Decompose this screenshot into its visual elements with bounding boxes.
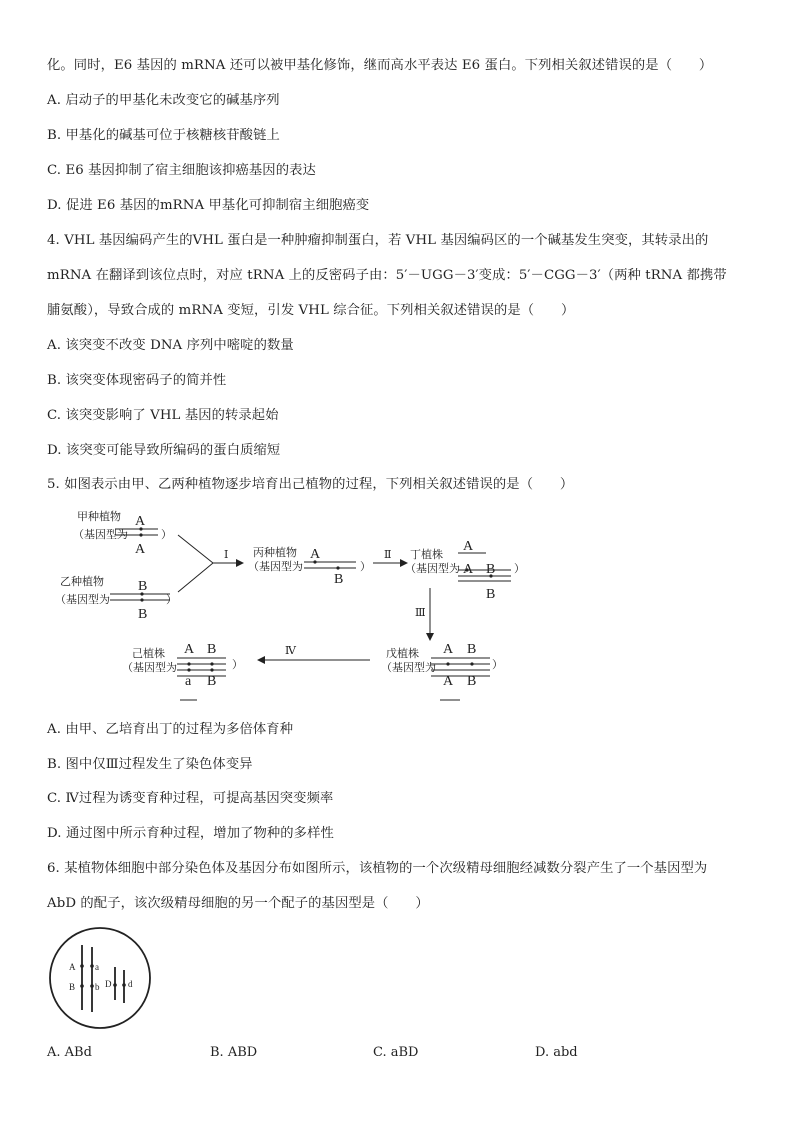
allele-ding-b2: B — [486, 587, 496, 602]
allele-ji-a1: A — [184, 642, 195, 657]
q4-option-d: D. 该突变可能导致所编码的蛋白质缩短 — [47, 443, 281, 458]
q4-option-c: C. 该突变影响了 VHL 基因的转录起始 — [47, 408, 279, 423]
label-yi: 乙种植物 — [60, 576, 104, 588]
q6-option-c: C. aBD — [373, 1045, 419, 1060]
allele-yi-top: B — [138, 579, 148, 594]
q6-option-d: D. abd — [535, 1045, 578, 1060]
gene-b-lower: b — [95, 982, 100, 992]
step-i-label: Ⅰ — [224, 549, 229, 561]
label-yi-genotype: （基因型为 — [55, 594, 110, 606]
gene-a-lower: a — [95, 962, 99, 972]
label-ding-genotype: （基因型为 — [405, 563, 460, 575]
allele-bing-b: B — [334, 572, 344, 587]
label-ji: 己植株 — [132, 648, 165, 660]
q5-option-c: C. Ⅳ过程为诱变育种过程，可提高基因突变频率 — [47, 791, 334, 806]
text-line-1: 化。同时，E6 基因的 mRNA 还可以被甲基化修饰，继而高水平表达 E6 蛋白。下列相关叙述错误的是（ ） — [47, 58, 713, 73]
step-iv-label: Ⅳ — [285, 645, 296, 657]
q5-stem: 5. 如图表示由甲、乙两种植物逐步培育出己植物的过程，下列相关叙述错误的是（ ） — [47, 477, 574, 492]
allele-ding-b1: B — [486, 562, 496, 577]
allele-jia-top: A — [135, 514, 146, 529]
gene-d-upper: D — [105, 979, 112, 989]
allele-ji-a2: a — [185, 674, 192, 689]
q5-option-d: D. 通过图中所示育种过程，增加了物种的多样性 — [47, 826, 334, 841]
q4-stem-line-1: 4. VHL 基因编码产生的VHL 蛋白是一种肿瘤抑制蛋白，若 VHL 基因编码区的一个碱基发生突变，其转录出的 — [47, 233, 709, 248]
q3-option-b: B. 甲基化的碱基可位于核糖核苷酸链上 — [47, 128, 280, 143]
q6-stem-line-1: 6. 某植物体细胞中部分染色体及基因分布如图所示，该植物的一个次级精母细胞经减数分裂产生了一个基因型为 — [47, 861, 708, 876]
q4-stem-line-2: mRNA 在翻译到该位点时，对应 tRNA 上的反密码子由：5′－UGG－3′变成：5′－CGG－3′（两种 tRNA 都携带 — [47, 268, 727, 283]
allele-yi-bottom: B — [138, 607, 148, 622]
allele-ding-a1: A — [463, 539, 474, 554]
allele-wu-b1: B — [467, 642, 477, 657]
allele-wu-b2: B — [467, 674, 477, 689]
paren-ji: ） — [232, 659, 243, 671]
step-ii-label: Ⅱ — [384, 549, 392, 561]
q3-option-c: C. E6 基因抑制了宿主细胞该抑癌基因的表达 — [47, 163, 316, 178]
allele-bing-a: A — [310, 547, 321, 562]
label-ji-genotype: （基因型为 — [122, 662, 177, 674]
step-iii-label: Ⅲ — [415, 607, 426, 619]
q4-stem-line-3: 脯氨酸），导致合成的 mRNA 变短，引发 VHL 综合征。下列相关叙述错误的是（ ） — [47, 303, 575, 318]
paren-yi: ） — [166, 594, 177, 606]
label-wu: 戊植株 — [386, 648, 419, 660]
label-wu-genotype: （基因型为 — [381, 662, 436, 674]
gene-b-upper: B — [69, 982, 76, 992]
paren-ding: ） — [514, 563, 525, 575]
label-jia-genotype: （基因型为 — [73, 529, 128, 541]
allele-wu-a2: A — [443, 674, 454, 689]
paren-jia: ） — [161, 529, 172, 541]
gene-d-lower: d — [128, 979, 133, 989]
q6-option-a: A. ABd — [47, 1045, 92, 1060]
q5-option-a: A. 由甲、乙培育出丁的过程为多倍体育种 — [47, 722, 294, 737]
q6-option-b: B. ABD — [210, 1045, 258, 1060]
label-bing: 丙种植物 — [253, 547, 297, 559]
allele-jia-bottom: A — [135, 542, 146, 557]
gene-a-upper: A — [69, 962, 76, 972]
paren-bing: ） — [360, 561, 371, 573]
paren-wu: ） — [492, 659, 503, 671]
label-jia: 甲种植物 — [77, 511, 121, 523]
allele-ji-b2: B — [207, 674, 217, 689]
q4-option-b: B. 该突变体现密码子的简并性 — [47, 373, 227, 388]
q4-option-a: A. 该突变不改变 DNA 序列中嘧啶的数量 — [47, 338, 294, 353]
q3-option-d: D. 促进 E6 基因的mRNA 甲基化可抑制宿主细胞癌变 — [47, 198, 370, 213]
allele-ding-a2: A — [463, 562, 474, 577]
label-bing-genotype: （基因型为 — [248, 561, 303, 573]
allele-wu-a1: A — [443, 642, 454, 657]
allele-ji-b1: B — [207, 642, 217, 657]
q3-option-a: A. 启动子的甲基化未改变它的碱基序列 — [47, 93, 280, 108]
q6-stem-line-2: AbD 的配子，该次级精母细胞的另一个配子的基因型是（ ） — [47, 896, 429, 911]
label-ding: 丁植株 — [410, 549, 443, 561]
q5-option-b: B. 图中仅Ⅲ过程发生了染色体变异 — [47, 757, 253, 772]
